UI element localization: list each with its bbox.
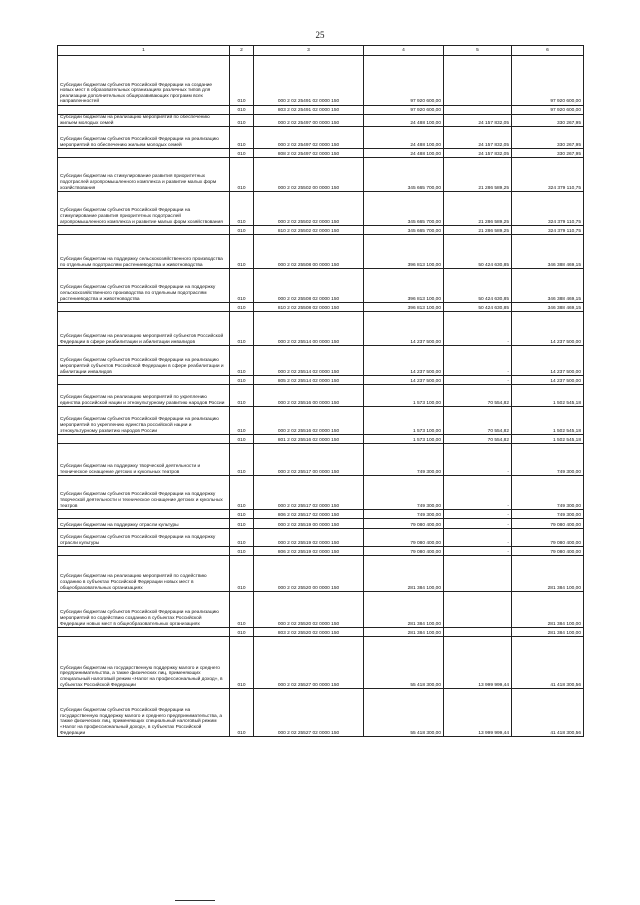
- row-unexecuted: 749 300,00: [512, 510, 584, 519]
- table-row: [58, 510, 584, 519]
- row-budget-code: 000 2 02 25514 02 0000 150: [254, 346, 364, 376]
- row-executed: 13 999 999,44: [444, 689, 512, 737]
- row-line-code: 010: [230, 312, 254, 346]
- row-name: Субсидии бюджетам на государственную поддержку малого и среднего предпринимательства, а также физических лиц, применяющих специальный налоговый режим «Налог на профессиональный доход», в субъектах Российской Федерации: [58, 637, 230, 689]
- row-line-code: 010: [230, 592, 254, 628]
- row-unexecuted: 749 300,00: [512, 476, 584, 510]
- row-name: Субсидии бюджетам субъектов Российской Федерации на создание новых мест в образовательных организациях различных типов для реализации дополнительных общеразвивающих программ всех направленностей: [58, 56, 230, 106]
- footer-divider: [175, 900, 215, 901]
- table-row: [58, 235, 584, 269]
- row-executed: -: [444, 312, 512, 346]
- row-approved: 281 384 100,00: [364, 628, 444, 637]
- row-executed: 50 424 630,85: [444, 269, 512, 303]
- table-row: [58, 407, 584, 435]
- row-line-code: 010: [230, 444, 254, 476]
- row-unexecuted: 324 379 110,75: [512, 192, 584, 226]
- table-row: [58, 689, 584, 737]
- row-budget-code: 000 2 02 25527 02 0000 150: [254, 689, 364, 737]
- row-executed: 70 554,82: [444, 435, 512, 444]
- row-budget-code: 000 2 02 25520 00 0000 150: [254, 556, 364, 592]
- row-name: [58, 547, 230, 556]
- row-executed: -: [444, 444, 512, 476]
- row-unexecuted: 14 237 500,00: [512, 346, 584, 376]
- row-executed: -: [444, 476, 512, 510]
- row-executed: 21 286 589,25: [444, 158, 512, 192]
- column-header: 1: [58, 46, 230, 56]
- row-approved: 97 920 600,00: [364, 106, 444, 115]
- row-name: [58, 628, 230, 637]
- row-line-code: 010: [230, 510, 254, 519]
- row-budget-code: 803 2 02 25520 02 0000 150: [254, 628, 364, 637]
- row-budget-code: 803 2 02 25491 02 0000 150: [254, 106, 364, 115]
- row-approved: 14 237 500,00: [364, 376, 444, 385]
- row-unexecuted: 281 384 100,00: [512, 628, 584, 637]
- row-approved: 345 665 700,00: [364, 192, 444, 226]
- row-unexecuted: 79 080 400,00: [512, 519, 584, 529]
- row-line-code: 010: [230, 435, 254, 444]
- row-executed: 50 424 630,85: [444, 303, 512, 312]
- table-row: [58, 556, 584, 592]
- row-line-code: 010: [230, 56, 254, 106]
- row-approved: 79 080 400,00: [364, 529, 444, 547]
- row-executed: -: [444, 547, 512, 556]
- row-name: Субсидии бюджетам субъектов Российской Федерации на поддержку отрасли культуры: [58, 529, 230, 547]
- row-executed: -: [444, 376, 512, 385]
- table-row: [58, 106, 584, 115]
- table-row: [58, 149, 584, 158]
- row-budget-code: 000 2 02 25497 02 0000 150: [254, 127, 364, 149]
- row-executed: [444, 592, 512, 628]
- row-unexecuted: 41 418 300,56: [512, 689, 584, 737]
- budget-table: [57, 45, 584, 737]
- row-executed: 50 424 630,85: [444, 235, 512, 269]
- row-unexecuted: 14 237 500,00: [512, 376, 584, 385]
- row-unexecuted: 281 384 100,00: [512, 556, 584, 592]
- row-unexecuted: 324 379 110,75: [512, 158, 584, 192]
- row-approved: 281 384 100,00: [364, 592, 444, 628]
- row-name: Субсидии бюджетам субъектов Российской Федерации на реализацию мероприятий по обеспечению жильем молодых семей: [58, 127, 230, 149]
- table-row: [58, 385, 584, 407]
- row-budget-code: 000 2 02 25514 00 0000 150: [254, 312, 364, 346]
- column-header: 2: [230, 46, 254, 56]
- row-approved: 24 488 100,00: [364, 127, 444, 149]
- row-budget-code: 810 2 02 25502 02 0000 150: [254, 226, 364, 235]
- row-approved: 97 920 600,00: [364, 56, 444, 106]
- row-unexecuted: 330 267,95: [512, 115, 584, 127]
- table-row: [58, 56, 584, 106]
- row-name: [58, 226, 230, 235]
- row-executed: 24 157 832,05: [444, 149, 512, 158]
- row-line-code: 010: [230, 476, 254, 510]
- row-budget-code: 805 2 02 25514 02 0000 150: [254, 376, 364, 385]
- row-approved: 396 813 100,00: [364, 303, 444, 312]
- row-budget-code: 000 2 02 25527 00 0000 150: [254, 637, 364, 689]
- row-unexecuted: 330 267,95: [512, 149, 584, 158]
- row-budget-code: 000 2 02 25497 00 0000 150: [254, 115, 364, 127]
- row-name: Субсидии бюджетам субъектов Российской Федерации на реализацию мероприятий по содействию созданию в субъектах Российской Федерации новых мест в общеобразовательных организациях: [58, 592, 230, 628]
- row-unexecuted: 97 920 600,00: [512, 106, 584, 115]
- row-budget-code: 000 2 02 25520 02 0000 150: [254, 592, 364, 628]
- table-row: [58, 435, 584, 444]
- row-name: Субсидии бюджетам на поддержку творческой деятельности и техническое оснащение детских и кукольных театров: [58, 444, 230, 476]
- row-name: Субсидии бюджетам на стимулирование развития приоритетных подотраслей агропромышленного комплекса и развитие малых форм хозяйствования: [58, 158, 230, 192]
- row-approved: 79 080 400,00: [364, 519, 444, 529]
- row-name: [58, 303, 230, 312]
- row-line-code: 010: [230, 226, 254, 235]
- table-row: [58, 637, 584, 689]
- row-executed: -: [444, 529, 512, 547]
- row-approved: 396 813 100,00: [364, 235, 444, 269]
- row-name: Субсидии бюджетам субъектов Российской Федерации на поддержку сельскохозяйственного производства по отдельным подотраслям растениеводства и животноводства: [58, 269, 230, 303]
- row-unexecuted: 281 384 100,00: [512, 592, 584, 628]
- row-line-code: 010: [230, 529, 254, 547]
- row-line-code: 010: [230, 547, 254, 556]
- row-line-code: 010: [230, 637, 254, 689]
- table-row: [58, 192, 584, 226]
- row-name: [58, 376, 230, 385]
- table-row: [58, 115, 584, 127]
- row-line-code: 010: [230, 235, 254, 269]
- row-unexecuted: 79 080 400,00: [512, 547, 584, 556]
- row-budget-code: 808 2 02 25497 02 0000 150: [254, 149, 364, 158]
- row-line-code: 010: [230, 269, 254, 303]
- row-approved: 281 384 100,00: [364, 556, 444, 592]
- row-name: [58, 106, 230, 115]
- row-line-code: 010: [230, 385, 254, 407]
- row-executed: 70 554,82: [444, 385, 512, 407]
- row-line-code: 010: [230, 149, 254, 158]
- row-name: [58, 149, 230, 158]
- row-budget-code: 000 2 02 25508 02 0000 150: [254, 269, 364, 303]
- table-row: [58, 628, 584, 637]
- column-header: 4: [364, 46, 444, 56]
- row-executed: [444, 56, 512, 106]
- row-line-code: 010: [230, 556, 254, 592]
- row-executed: [444, 556, 512, 592]
- row-approved: 1 573 100,00: [364, 407, 444, 435]
- row-line-code: 010: [230, 628, 254, 637]
- table-row: [58, 529, 584, 547]
- row-name: Субсидии бюджетам на поддержку отрасли культуры: [58, 519, 230, 529]
- table-row: [58, 519, 584, 529]
- row-line-code: 010: [230, 158, 254, 192]
- table-row: [58, 269, 584, 303]
- row-approved: 14 237 500,00: [364, 346, 444, 376]
- row-unexecuted: 41 418 300,56: [512, 637, 584, 689]
- row-approved: 1 573 100,00: [364, 385, 444, 407]
- row-line-code: 010: [230, 346, 254, 376]
- row-budget-code: 000 2 02 25517 02 0000 150: [254, 476, 364, 510]
- row-approved: 24 488 100,00: [364, 149, 444, 158]
- row-line-code: 010: [230, 115, 254, 127]
- row-approved: 396 813 100,00: [364, 269, 444, 303]
- table-row: [58, 592, 584, 628]
- row-unexecuted: 346 388 469,15: [512, 303, 584, 312]
- row-budget-code: 000 2 02 25519 02 0000 150: [254, 529, 364, 547]
- row-approved: 55 418 300,00: [364, 689, 444, 737]
- row-unexecuted: 1 502 545,18: [512, 385, 584, 407]
- row-approved: 24 488 100,00: [364, 115, 444, 127]
- row-name: Субсидии бюджетам на реализацию мероприятий субъектов Российской Федерации в сфере реабилитации и абилитации инвалидов: [58, 312, 230, 346]
- row-name: Субсидии бюджетам субъектов Российской Федерации на реализацию мероприятий субъектов Российской Федерации в сфере реабилитации и абилитации инвалидов: [58, 346, 230, 376]
- table-row: [58, 476, 584, 510]
- row-budget-code: 000 2 02 25517 00 0000 150: [254, 444, 364, 476]
- table-row: [58, 226, 584, 235]
- table-row: [58, 312, 584, 346]
- row-budget-code: 806 2 02 25519 02 0000 150: [254, 547, 364, 556]
- row-unexecuted: 97 920 600,00: [512, 56, 584, 106]
- row-line-code: 010: [230, 376, 254, 385]
- row-unexecuted: 324 379 110,75: [512, 226, 584, 235]
- row-line-code: 010: [230, 127, 254, 149]
- row-unexecuted: 346 388 469,15: [512, 235, 584, 269]
- row-budget-code: 000 2 02 25502 02 0000 150: [254, 192, 364, 226]
- row-approved: 14 237 500,00: [364, 312, 444, 346]
- row-line-code: 010: [230, 519, 254, 529]
- row-budget-code: 000 2 02 25516 02 0000 150: [254, 407, 364, 435]
- row-unexecuted: 330 267,95: [512, 127, 584, 149]
- row-executed: 21 286 589,25: [444, 226, 512, 235]
- table-row: [58, 376, 584, 385]
- row-name: Субсидии бюджетам субъектов Российской Федерации на реализацию мероприятий по укреплению единства российской нации и этнокультурному развитию народов России: [58, 407, 230, 435]
- row-line-code: 010: [230, 303, 254, 312]
- row-executed: -: [444, 510, 512, 519]
- row-name: [58, 435, 230, 444]
- row-executed: 24 157 832,05: [444, 115, 512, 127]
- row-executed: 24 157 832,05: [444, 127, 512, 149]
- table-row: [58, 444, 584, 476]
- row-approved: 345 665 700,00: [364, 158, 444, 192]
- row-approved: 79 080 400,00: [364, 547, 444, 556]
- table-row: [58, 346, 584, 376]
- row-executed: 13 999 999,44: [444, 637, 512, 689]
- header-row: [58, 46, 584, 56]
- row-executed: [444, 628, 512, 637]
- row-name: Субсидии бюджетам субъектов Российской Федерации на стимулирование развития приоритетных подотраслей агропромышленного комплекса и развитие малых форм хозяйствования: [58, 192, 230, 226]
- row-budget-code: 801 2 02 25516 02 0000 150: [254, 435, 364, 444]
- row-unexecuted: 1 502 545,18: [512, 435, 584, 444]
- row-name: Субсидии бюджетам субъектов Российской Федерации на государственную поддержку малого и среднего предпринимательства, а также физических лиц, применяющих специальный налоговый режим «Налог на профессиональный доход», в субъектах Российской Федерации: [58, 689, 230, 737]
- row-unexecuted: 346 388 469,15: [512, 269, 584, 303]
- row-approved: 55 418 300,00: [364, 637, 444, 689]
- row-approved: 749 300,00: [364, 510, 444, 519]
- table-row: [58, 303, 584, 312]
- column-header: 3: [254, 46, 364, 56]
- row-unexecuted: 79 080 400,00: [512, 529, 584, 547]
- row-approved: 345 665 700,00: [364, 226, 444, 235]
- row-approved: 1 573 100,00: [364, 435, 444, 444]
- row-unexecuted: 1 502 545,18: [512, 407, 584, 435]
- row-name: Субсидии бюджетам на реализацию мероприятий по содействию созданию в субъектах Российской Федерации новых мест в общеобразовательных организациях: [58, 556, 230, 592]
- row-line-code: 010: [230, 106, 254, 115]
- page-number: 25: [315, 30, 325, 40]
- row-line-code: 010: [230, 192, 254, 226]
- row-approved: 749 300,00: [364, 476, 444, 510]
- row-executed: 70 554,82: [444, 407, 512, 435]
- row-name: Субсидии бюджетам на поддержку сельскохозяйственного производства по отдельным подотраслям растениеводства и животноводства: [58, 235, 230, 269]
- row-budget-code: 000 2 02 25491 02 0000 150: [254, 56, 364, 106]
- row-executed: -: [444, 346, 512, 376]
- column-header: 5: [444, 46, 512, 56]
- row-name: [58, 510, 230, 519]
- row-budget-code: 000 2 02 25502 00 0000 150: [254, 158, 364, 192]
- row-unexecuted: 749 300,00: [512, 444, 584, 476]
- table-row: [58, 158, 584, 192]
- row-name: Субсидии бюджетам субъектов Российской Федерации на поддержку творческой деятельности и техническое оснащение детских и кукольных театров: [58, 476, 230, 510]
- row-executed: 21 286 589,25: [444, 192, 512, 226]
- row-executed: [444, 106, 512, 115]
- row-budget-code: 000 2 02 25516 00 0000 150: [254, 385, 364, 407]
- row-budget-code: 000 2 02 25508 00 0000 150: [254, 235, 364, 269]
- row-executed: -: [444, 519, 512, 529]
- row-line-code: 010: [230, 407, 254, 435]
- row-name: Субсидии бюджетам на реализацию мероприятий по укреплению единства российской нации и этнокультурному развитию народов России: [58, 385, 230, 407]
- row-approved: 749 300,00: [364, 444, 444, 476]
- row-name: Субсидии бюджетам на реализацию мероприятий по обеспечению жильем молодых семей: [58, 115, 230, 127]
- row-budget-code: 810 2 02 25508 02 0000 150: [254, 303, 364, 312]
- table-row: [58, 127, 584, 149]
- row-line-code: 010: [230, 689, 254, 737]
- row-budget-code: 000 2 02 25519 00 0000 150: [254, 519, 364, 529]
- row-unexecuted: 14 237 500,00: [512, 312, 584, 346]
- table-row: [58, 547, 584, 556]
- column-header: 6: [512, 46, 584, 56]
- row-budget-code: 806 2 02 25517 02 0000 150: [254, 510, 364, 519]
